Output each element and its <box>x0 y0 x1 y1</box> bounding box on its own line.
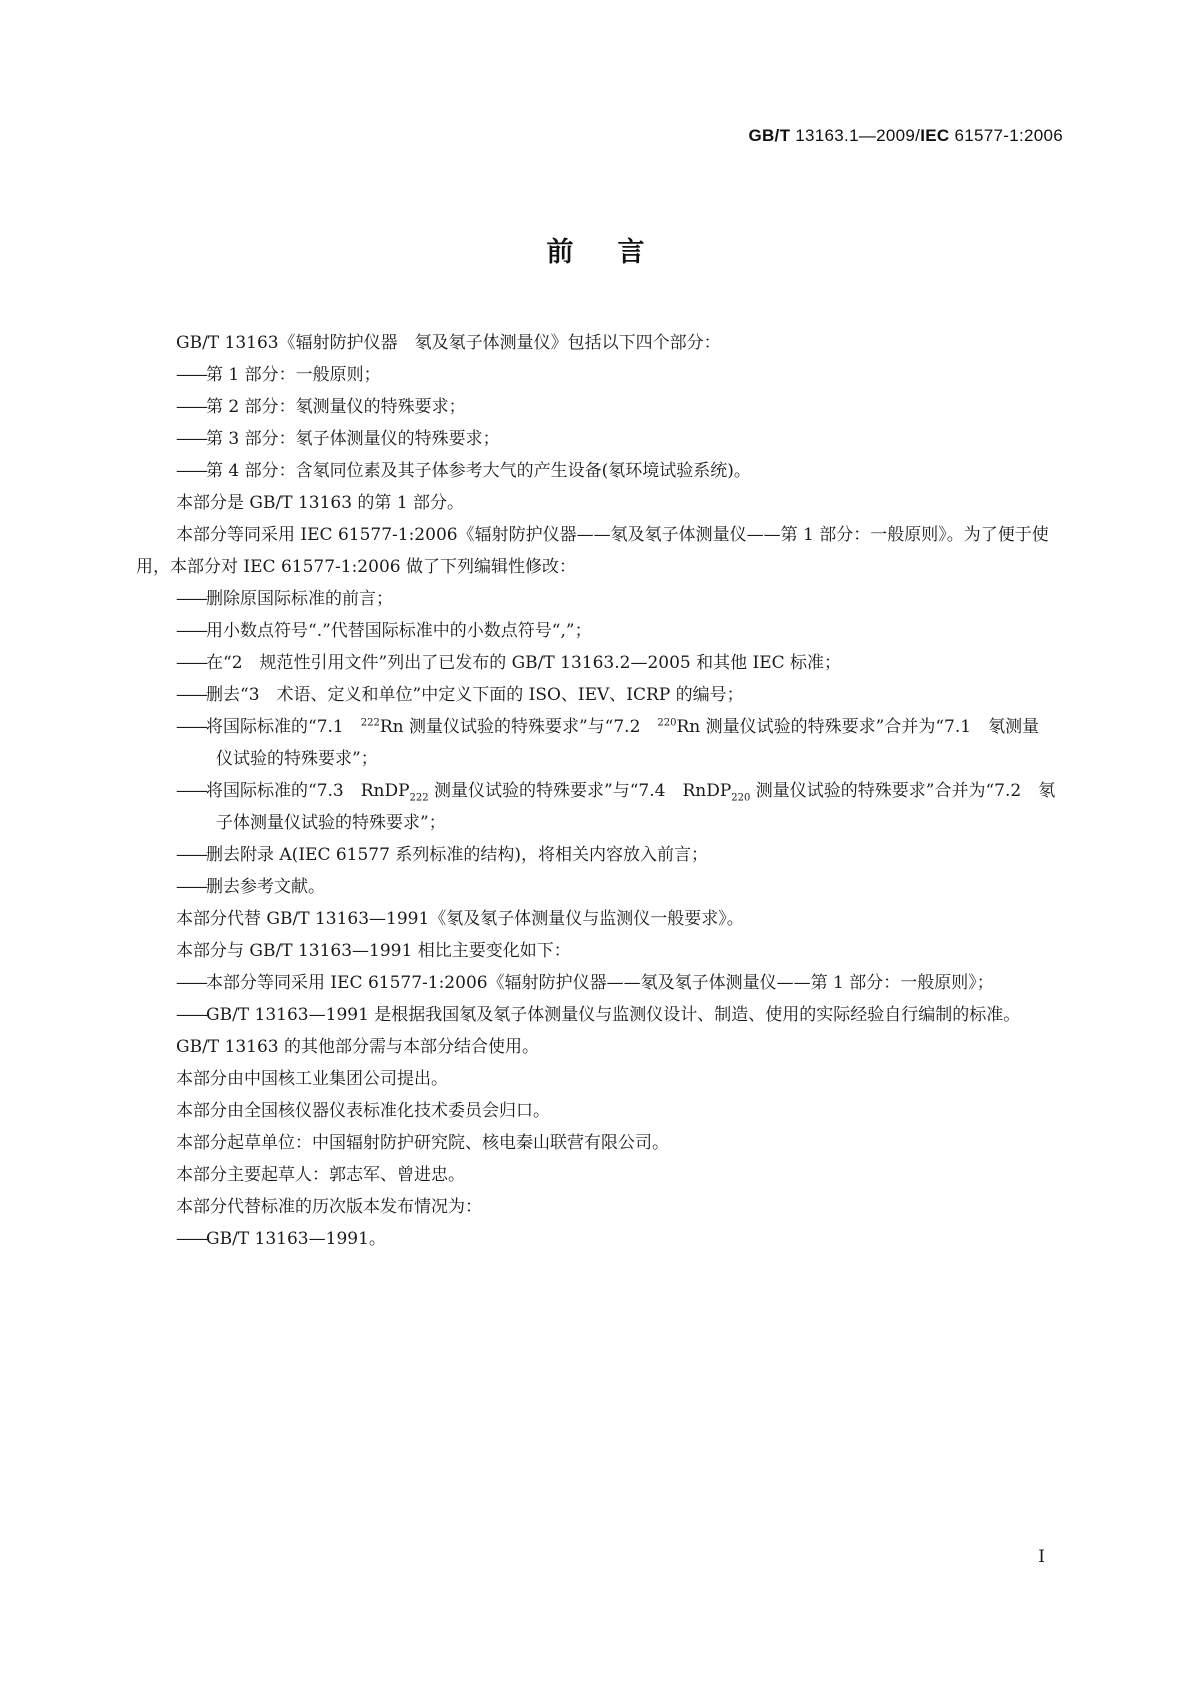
edit-text: Rn 测量仪试验的特殊要求”与“7.2 <box>379 717 658 737</box>
edit-text: 删去附录 A(IEC 61577 系列标准的结构)，将相关内容放入前言； <box>206 845 708 865</box>
edit-item <box>136 871 1056 903</box>
part-text: 第 4 部分：含氡同位素及其子体参考大气的产生设备(氡环境试验系统)。 <box>206 461 751 481</box>
isotope-subscript: 220 <box>731 792 751 804</box>
part-item <box>136 423 1056 455</box>
code-mid: 13163.1—2009/ <box>790 126 921 145</box>
history-intro-paragraph: 本部分代替标准的历次版本发布情况为： <box>176 1197 482 1217</box>
code-iec: IEC <box>920 126 950 145</box>
dash-mark: —— <box>176 365 206 385</box>
dash-mark: —— <box>176 429 206 449</box>
edit-text: 删除原国际标准的前言； <box>206 589 393 609</box>
edit-text: Rn 测量仪试验的特殊要求”合并为“7.1 氡测量仪试验的特殊要求”； <box>216 717 1040 769</box>
edit-item <box>136 711 1056 775</box>
drafters-paragraph: 本部分主要起草人：郭志军、曾进忠。 <box>176 1165 465 1185</box>
edit-text: 用小数点符号“.”代替国际标准中的小数点符号“,”； <box>206 621 592 641</box>
dash-mark: —— <box>176 973 206 993</box>
dash-mark: —— <box>176 781 206 801</box>
dash-mark: —— <box>176 717 206 737</box>
dash-mark: —— <box>176 653 206 673</box>
part-text: 第 3 部分：氡子体测量仪的特殊要求； <box>206 429 500 449</box>
dash-mark: —— <box>176 685 206 705</box>
intro-paragraph: GB/T 13163《辐射防护仪器 氡及氡子体测量仪》包括以下四个部分： <box>176 333 721 353</box>
edit-item <box>136 775 1056 839</box>
dash-mark: —— <box>176 877 206 897</box>
this-part-paragraph: 本部分是 GB/T 13163 的第 1 部分。 <box>176 493 465 513</box>
edit-text: 在“2 规范性引用文件”列出了已发布的 GB/T 13163.2—2005 和其他 IEC 标准； <box>206 653 842 673</box>
change-item <box>136 967 1056 999</box>
dash-mark: —— <box>176 461 206 481</box>
history-item <box>136 1223 1056 1255</box>
change-item <box>136 999 1056 1031</box>
foreword-body <box>136 327 1056 1255</box>
proposed-by-paragraph: 本部分由中国核工业集团公司提出。 <box>176 1069 448 1089</box>
dash-mark: —— <box>176 621 206 641</box>
edit-item <box>136 583 1056 615</box>
part-text: 第 1 部分：一般原则； <box>206 365 381 385</box>
edit-item <box>136 615 1056 647</box>
edit-item <box>136 839 1056 871</box>
dash-mark: —— <box>176 589 206 609</box>
code-prefix: GB/T <box>748 126 791 145</box>
code-suffix: 61577-1:2006 <box>949 126 1063 145</box>
replaces-paragraph: 本部分代替 GB/T 13163—1991《氡及氡子体测量仪与监测仪一般要求》。 <box>176 909 744 929</box>
edit-text: 测量仪试验的特殊要求”与“7.4 RnDP <box>428 781 732 801</box>
edit-text: 测量仪试验的特殊要求”合并为“7.2 氡子体测量仪试验的特殊要求”； <box>216 781 1056 833</box>
changes-intro-paragraph: 本部分与 GB/T 13163—1991 相比主要变化如下： <box>176 941 571 961</box>
dash-mark: —— <box>176 397 206 417</box>
edit-item <box>136 679 1056 711</box>
other-parts-paragraph: GB/T 13163 的其他部分需与本部分结合使用。 <box>176 1037 540 1057</box>
dash-mark: —— <box>176 1005 206 1025</box>
standard-code-header <box>748 126 1063 146</box>
page-number: I <box>1038 1547 1045 1567</box>
part-item <box>136 455 1056 487</box>
edit-text: 删去参考文献。 <box>206 877 325 897</box>
part-item <box>136 359 1056 391</box>
isotope-subscript: 222 <box>409 792 429 804</box>
drafting-units-paragraph: 本部分起草单位：中国辐射防护研究院、核电秦山联营有限公司。 <box>176 1133 669 1153</box>
centralized-by-paragraph: 本部分由全国核仪器仪表标准化技术委员会归口。 <box>176 1101 550 1121</box>
part-item <box>136 391 1056 423</box>
change-text: GB/T 13163—1991 是根据我国氡及氡子体测量仪与监测仪设计、制造、使用的实际经验自行编制的标准。 <box>206 1005 1021 1025</box>
isotope-mass-number: 222 <box>360 717 380 729</box>
change-text: 本部分等同采用 IEC 61577-1:2006《辐射防护仪器——氡及氡子体测量仪——第 1 部分：一般原则》； <box>206 973 994 993</box>
history-text: GB/T 13163—1991。 <box>206 1229 386 1249</box>
dash-mark: —— <box>176 1229 206 1249</box>
part-text: 第 2 部分：氡测量仪的特殊要求； <box>206 397 466 417</box>
page-title: 前言 <box>546 237 689 268</box>
edit-item <box>136 647 1056 679</box>
adoption-paragraph: 本部分等同采用 IEC 61577-1:2006《辐射防护仪器——氡及氡子体测量仪——第 1 部分：一般原则》。为了便于使用，本部分对 IEC 61577-1:2006 做了下列编辑性修改： <box>136 525 1049 577</box>
edit-text: 将国际标准的“7.3 RnDP <box>206 781 410 801</box>
edit-text: 将国际标准的“7.1 <box>206 717 361 737</box>
dash-mark: —— <box>176 845 206 865</box>
edit-text: 删去“3 术语、定义和单位”中定义下面的 ISO、IEV、ICRP 的编号； <box>206 685 744 705</box>
isotope-mass-number: 220 <box>657 717 677 729</box>
